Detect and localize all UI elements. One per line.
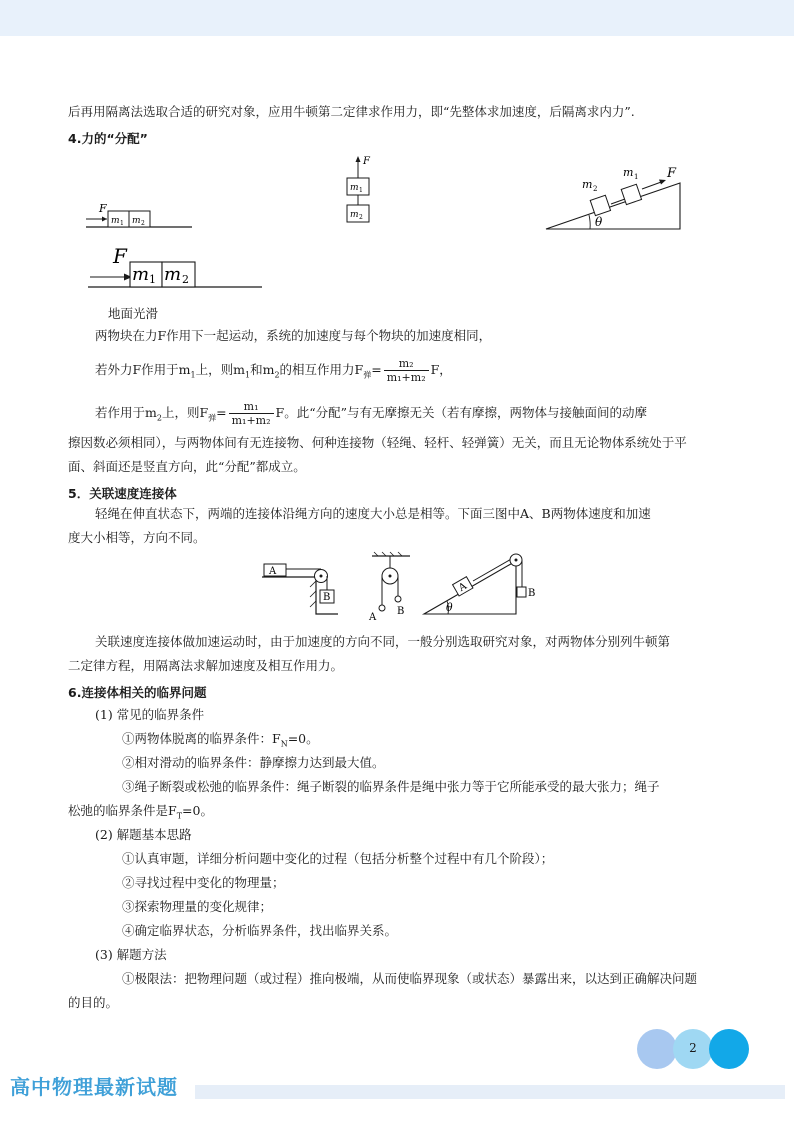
label-theta: θ <box>595 215 603 229</box>
page-number: 2 <box>689 1041 697 1055</box>
svg-text:F: F <box>667 166 677 181</box>
sec4-line3: 若作用于$m_2$上，则$F_弹=$ $\frac{\text{m₁}}{\text{m₁+m₂}}$ F。此“分配”与有无摩擦无关（若有摩擦，两物体与接触面间的动摩 <box>95 400 647 427</box>
sec5-line2: 度大小相等，方向不同。 <box>68 530 206 545</box>
sec4-line4: 擦因数必须相同），与两物体间有无连接物、何种连接物（轻绳、轻杆、轻弹簧）无关，而且无论物体系统处于平 <box>68 435 687 450</box>
figure-horizontal-small <box>80 198 200 230</box>
svg-text:m: m <box>582 178 593 191</box>
section-5-title: 5．关联速度连接体 <box>68 486 177 501</box>
sec6-s2-item4: ④确定临界状态，分析临界条件，找出临界关系。 <box>122 923 398 938</box>
svg-text:m: m <box>350 210 359 220</box>
sec6-s1-item3: ③绳子断裂或松弛的临界条件：绳子断裂的临界条件是绳中张力等于它所能承受的最大张力；绳子 <box>122 779 660 794</box>
svg-text:2: 2 <box>141 220 145 227</box>
sec6-s1-item3-cont: 松弛的临界条件是$F_T=0$。 <box>68 803 213 821</box>
svg-text:1: 1 <box>149 273 156 286</box>
sec5-line1: 轻绳在伸直状态下，两端的连接体沿绳方向的速度大小总是相等。下面三图中A、B两物体速度和加速 <box>95 506 651 521</box>
label-A-2: A <box>369 612 377 621</box>
figure-incline <box>540 156 690 236</box>
svg-text:F: F <box>113 244 127 268</box>
label-B-1: B <box>323 592 331 603</box>
figure-table-pulley <box>258 556 340 618</box>
svg-text:1: 1 <box>634 173 639 181</box>
label-F-vertical: F <box>363 156 370 167</box>
label-F: F <box>99 202 107 215</box>
figure-vertical <box>340 152 390 228</box>
sec5-line3: 关联速度连接体做加速运动时，由于加速度的方向不同，一般分别选取研究对象，对两物体分别列牛顿第 <box>95 634 671 649</box>
svg-text:2: 2 <box>359 214 363 221</box>
sec6-s2-item1: ①认真审题，详细分析问题中变化的过程（包括分析整个过程中有几个阶段）； <box>122 851 554 866</box>
sec6-s3-item1: ①极限法：把物理问题（或过程）推向极端，从而使临界现象（或状态）暴露出来，以达到正确解决问题 <box>122 971 698 986</box>
sec6-sub3: (3) 解题方法 <box>95 947 167 962</box>
sec5-line4: 二定律方程，用隔离法求解加速度及相互作用力。 <box>68 658 344 673</box>
svg-text:2: 2 <box>593 185 598 193</box>
ground-caption: 地面光滑 <box>108 306 159 321</box>
intro-line: 后再用隔离法选取合适的研究对象，应用牛顿第二定律求作用力，即“先整体求加速度，后隔离求内力”. <box>68 104 635 119</box>
label-A-3: A <box>457 580 469 594</box>
figure-hanging-pulley <box>366 551 414 621</box>
page-circle-left <box>637 1029 677 1069</box>
label-m2: m <box>132 216 141 226</box>
svg-text:m: m <box>350 183 359 193</box>
sec4-line2: 若外力F作用于$m_1$上，则$m_1$和$m_2$的相互作用力$F_弹=$ $\frac{\text{m₂}}{\text{m₁+m₂}}$ F， <box>95 357 452 384</box>
sec6-sub2: (2) 解题基本思路 <box>95 827 192 842</box>
figure-horizontal-large <box>84 242 266 292</box>
sec6-s2-item2: ②寻找过程中变化的物理量； <box>122 875 285 890</box>
footer-band <box>195 1085 785 1099</box>
svg-text:m: m <box>132 264 150 285</box>
svg-text:2: 2 <box>182 273 189 286</box>
section-6-title: 6.连接体相关的临界问题 <box>68 685 207 700</box>
svg-text:m: m <box>623 166 634 179</box>
fraction-m1: $\frac{\text{m₁}}{\text{m₁+m₂}}$ <box>229 400 274 427</box>
svg-text:m: m <box>164 264 182 285</box>
fraction-m2: $\frac{\text{m₂}}{\text{m₁+m₂}}$ <box>384 357 429 384</box>
label-B-3: B <box>528 588 536 599</box>
sec4-line1: 两物块在力F作用下一起运动，系统的加速度与每个物块的加速度相同， <box>95 328 492 343</box>
svg-text:1: 1 <box>359 187 363 194</box>
label-m1: m <box>111 216 120 226</box>
sec6-sub1: (1) 常见的临界条件 <box>95 707 205 722</box>
label-B-2: B <box>397 606 405 617</box>
brand-logo-text: 高中物理最新试题 <box>10 1075 178 1099</box>
sec6-s1-item1: ①两物体脱离的临界条件：$F_N=0$。 <box>122 731 319 749</box>
page-circle-right <box>709 1029 749 1069</box>
sec6-s1-item2: ②相对滑动的临界条件：静摩擦力达到最大值。 <box>122 755 385 770</box>
section-4-title: 4.力的“分配” <box>68 131 148 146</box>
sec6-s2-item3: ③探索物理量的变化规律； <box>122 899 273 914</box>
svg-text:1: 1 <box>120 220 124 227</box>
sec4-line5: 面、斜面还是竖直方向，此“分配”都成立。 <box>68 459 306 474</box>
svg-text:θ: θ <box>446 601 453 614</box>
header-band <box>0 0 794 36</box>
sec6-s3-item1-cont: 的目的。 <box>68 995 119 1010</box>
figure-incline-pulley <box>420 549 540 619</box>
label-A-1: A <box>269 566 277 577</box>
